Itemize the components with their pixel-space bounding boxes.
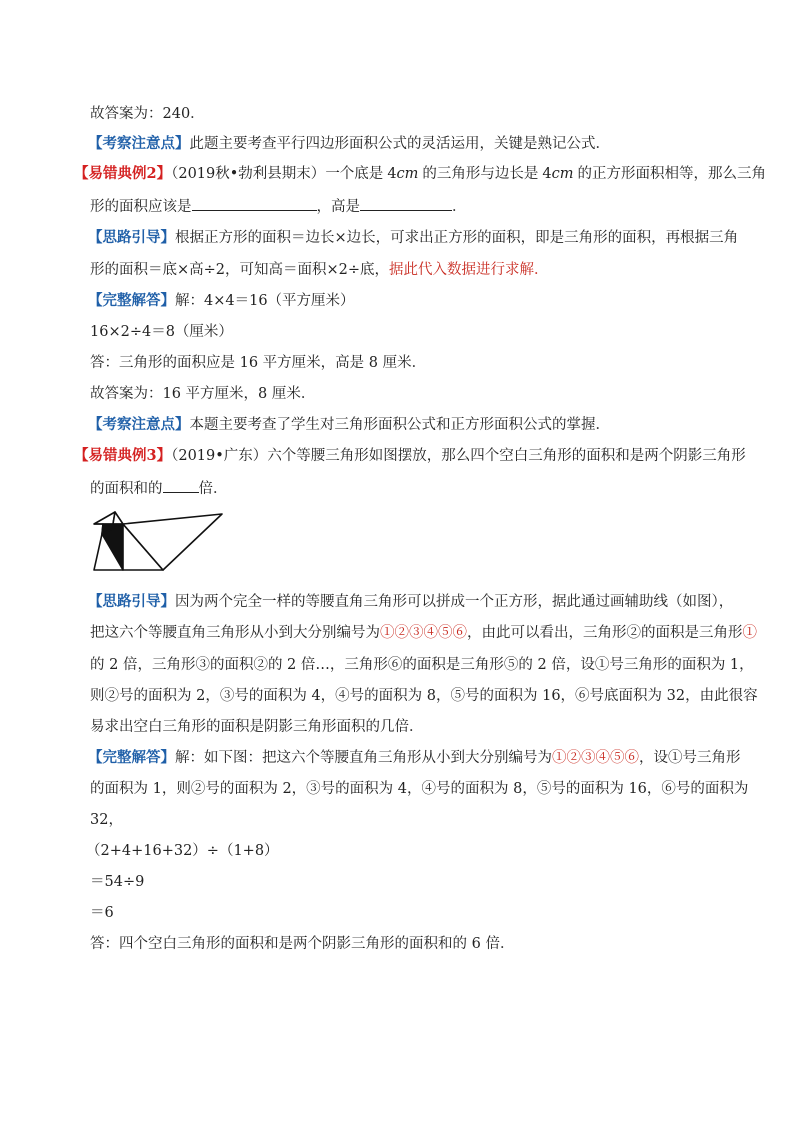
answer-blank-area[interactable] xyxy=(192,196,317,211)
solution-3-line-4: （2+4+16+32）÷（1+8） xyxy=(86,843,279,859)
example-2-text-b: 的三角形与边长是 xyxy=(422,166,539,182)
hint-3-line-1 xyxy=(88,592,733,612)
solution-2-text-1: 解：4×4＝16（平方厘米） xyxy=(175,293,355,309)
note-1-label: 【考察注意点】 xyxy=(88,135,190,152)
example-2-label: 【易错典例2】 xyxy=(74,165,172,182)
hint-3-line-3: 的 2 倍，三角形③的面积②的 2 倍…，三角形⑥的面积是三角形⑤的 2 倍，设①号三角形的面积为 1， xyxy=(90,657,754,673)
hint-3-text-2c: ，由此可以看出，三角形②的面积是三角形 xyxy=(467,625,743,641)
solution-3-text-1c: ，设①号三角形 xyxy=(639,750,741,766)
note-1-text: 此题主要考查平行四边形面积公式的灵活运用，关键是熟记公式． xyxy=(189,136,610,152)
solution-3-line-2: 的面积为 1，则②号的面积为 2，③号的面积为 4，④号的面积为 8，⑤号的面积为 16，⑥号的面积为 xyxy=(90,781,749,797)
hint-3-line-5: 易求出空白三角形的面积是阴影三角形面积的几倍． xyxy=(90,719,424,735)
hint-3-line-2 xyxy=(90,623,757,643)
example-3-line-2-b: 倍． xyxy=(198,481,228,497)
solution-3-line-7: 答：四个空白三角形的面积和是两个阴影三角形的面积和的 6 倍． xyxy=(90,936,515,952)
prev-answer: 故答案为：240． xyxy=(90,106,205,122)
example-2-source: （2019秋•勃利县期末） xyxy=(171,166,326,182)
hint-2-line-2 xyxy=(90,260,549,280)
note-2-text: 本题主要考查了学生对三角形面积公式和正方形面积公式的掌握． xyxy=(189,417,610,433)
solution-2-line-2: 16×2÷4＝8（厘米） xyxy=(90,324,233,340)
triangles-figure xyxy=(88,502,228,578)
hint-2-text-1: 根据正方形的面积＝边长×边长，可求出正方形的面积，即是三角形的面积，再根据三角 xyxy=(175,230,739,246)
solution-3-circled-numbers: ①②③④⑤⑥ xyxy=(552,750,639,766)
example-2-unit-1: cm xyxy=(396,166,419,182)
example-2-line-2-b: ，高是 xyxy=(316,199,360,215)
example-2-text-c: 的正方形面积相等，那么三角 xyxy=(577,166,767,182)
hint-2-text-2b: 据此代入数据进行求解． xyxy=(389,262,549,278)
triangle-1 xyxy=(94,512,115,524)
example-3-label: 【易错典例3】 xyxy=(74,447,172,464)
example-2-line-2-c: ． xyxy=(452,199,467,215)
example-2-value-1: 4 xyxy=(387,166,397,182)
hint-3-text-2a: 把这六个等腰直角三角形从小到大分别编号为 xyxy=(90,625,380,641)
example-3-source: （2019•广东） xyxy=(171,448,268,464)
triangles-figure-svg xyxy=(88,502,228,574)
example-2-line-1 xyxy=(74,164,766,184)
solution-2-line-3: 答：三角形的面积应是 16 平方厘米，高是 8 厘米． xyxy=(90,355,427,371)
example-3-line-1 xyxy=(74,446,746,466)
example-2-line-2 xyxy=(90,196,467,217)
solution-2-line-1 xyxy=(88,291,355,311)
triangle-2 xyxy=(113,512,123,524)
hint-3-label: 【思路引导】 xyxy=(88,593,175,610)
note-2 xyxy=(88,415,610,435)
example-3-text: 六个等腰三角形如图摆放，那么四个空白三角形的面积和是两个阴影三角形 xyxy=(267,448,746,464)
answer-blank-height[interactable] xyxy=(360,196,452,211)
solution-3-text-1a: 解：如下图：把这六个等腰直角三角形从小到大分别编号为 xyxy=(175,750,552,766)
note-2-label: 【考察注意点】 xyxy=(88,416,190,433)
solution-3-line-1 xyxy=(88,748,741,768)
solution-3-line-5: ＝54÷9 xyxy=(90,874,145,890)
example-2-value-2: 4 xyxy=(542,166,552,182)
hint-3-line-4: 则②号的面积为 2，③号的面积为 4，④号的面积为 8，⑤号的面积为 16，⑥号底面积为 32，由此很容 xyxy=(90,688,758,704)
solution-2-line-4: 故答案为：16 平方厘米，8 厘米． xyxy=(90,386,316,402)
example-3-line-2-a: 的面积和的 xyxy=(90,481,163,497)
answer-blank-times[interactable] xyxy=(163,478,199,493)
solution-3-label: 【完整解答】 xyxy=(88,749,175,766)
note-1 xyxy=(88,134,610,154)
solution-3-line-3: 32， xyxy=(90,812,123,828)
example-2-line-2-a: 形的面积应该是 xyxy=(90,199,192,215)
hint-2-line-1 xyxy=(88,228,738,248)
hint-3-circled-numbers: ①②③④⑤⑥ xyxy=(380,625,467,641)
example-2-unit-2: cm xyxy=(551,166,574,182)
example-2-text-a: 一个底是 xyxy=(325,166,384,182)
example-3-line-2 xyxy=(90,478,228,499)
solution-2-label: 【完整解答】 xyxy=(88,292,175,309)
solution-3-line-6: ＝6 xyxy=(90,905,114,921)
hint-3-text-1: 因为两个完全一样的等腰直角三角形可以拼成一个正方形，据此通过画辅助线（如图）， xyxy=(175,594,734,610)
hint-2-text-2a: 形的面积＝底×高÷2，可知高＝面积×2÷底， xyxy=(90,262,390,278)
hint-2-label: 【思路引导】 xyxy=(88,229,175,246)
hint-3-circled-one: ① xyxy=(742,625,757,641)
